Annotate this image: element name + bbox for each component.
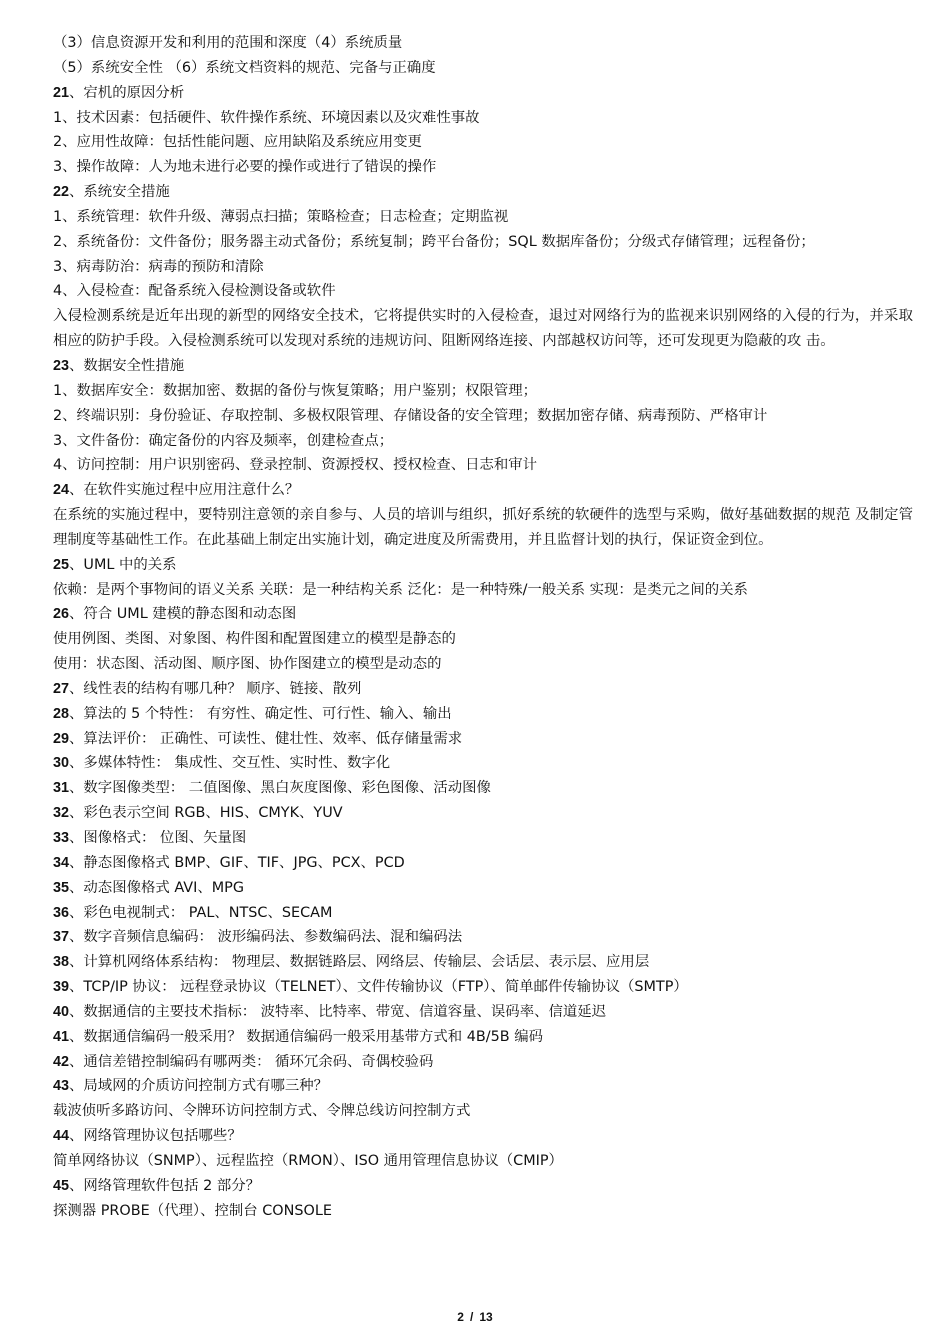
section-heading (53, 677, 913, 702)
section-heading (53, 950, 913, 975)
section-heading (53, 354, 913, 379)
section-number: 35 (53, 879, 70, 896)
line-text: 、数字音频信息编码： 波形编码法、参数编码法、混和编码法 (69, 929, 463, 946)
text-line (53, 255, 913, 280)
section-heading (53, 1074, 913, 1099)
line-text: 、系统安全措施 (69, 184, 170, 201)
line-text: 3、病毒防治：病毒的预防和清除 (53, 258, 264, 275)
line-text: 探测器 PROBE（代理）、控制台 CONSOLE (53, 1202, 332, 1219)
section-heading (53, 1124, 913, 1149)
line-text: 、线性表的结构有哪几种？ 顺序、链接、散列 (69, 680, 362, 697)
page-separator: / (469, 1310, 474, 1324)
text-line (53, 429, 913, 454)
section-number: 21 (53, 84, 70, 101)
section-number: 27 (53, 680, 70, 697)
text-line (53, 230, 913, 255)
section-number: 24 (53, 482, 70, 499)
section-number: 45 (53, 1177, 70, 1194)
line-text: 使用例图、类图、对象图、构件图和配置图建立的模型是静态的 (53, 631, 456, 648)
section-number: 41 (53, 1028, 70, 1045)
section-number: 29 (53, 730, 70, 747)
line-text: 、UML 中的关系 (69, 556, 177, 573)
line-text: 、彩色电视制式： PAL、NTSC、SECAM (69, 904, 333, 921)
section-heading (53, 776, 913, 801)
line-text: 、静态图像格式 BMP、GIF、TIF、JPG、PCX、PCD (69, 854, 405, 871)
line-text: 3、操作故障：人为地未进行必要的操作或进行了错误的操作 (53, 159, 437, 176)
section-heading (53, 1050, 913, 1075)
line-text: 、算法的 5 个特性： 有穷性、确定性、可行性、输入、输出 (69, 705, 452, 722)
line-text: 、局域网的介质访问控制方式有哪三种？ (69, 1078, 329, 1095)
line-text: 、宕机的原因分析 (69, 84, 185, 101)
text-line (53, 31, 913, 56)
line-text: 、计算机网络体系结构： 物理层、数据链路层、网络层、传输层、会话层、表示层、应用层 (69, 954, 650, 971)
line-text: 3、文件备份：确定备份的内容及频率，创建检查点； (53, 432, 394, 449)
section-heading (53, 876, 913, 901)
line-text: 、符合 UML 建模的静态图和动态图 (69, 606, 297, 623)
line-text: 载波侦听多路访问、令牌环访问控制方式、令牌总线访问控制方式 (53, 1103, 471, 1120)
text-line (53, 1149, 913, 1174)
section-number: 28 (53, 705, 70, 722)
page-current: 2 (457, 1310, 464, 1324)
text-line (53, 627, 913, 652)
section-number: 34 (53, 854, 70, 871)
line-text: 2、终端识别：身份验证、存取控制、多极权限管理、存储设备的安全管理；数据加密存储、病毒预防、严格审计 (53, 407, 768, 424)
section-number: 37 (53, 929, 70, 946)
section-heading (53, 478, 913, 503)
line-text: 、数据通信的主要技术指标： 波特率、比特率、带宽、信道容量、误码率、信道延迟 (69, 1003, 607, 1020)
paragraph: 入侵检测系统是近年出现的新型的网络安全技术，它将提供实时的入侵检查，退过对网络行为的监视来识别网络的入侵的行为，并采取相应的防护手段。入侵检测系统可以发现对系统的违规访问、阻断网络连接、内部越权访问等，还可发现更为隐蔽的攻 击。 (53, 308, 913, 350)
section-heading (53, 1025, 913, 1050)
line-text: 、数字图像类型： 二值图像、黑白灰度图像、彩色图像、活动图像 (69, 780, 491, 797)
line-text: 、动态图像格式 AVI、MPG (69, 879, 244, 896)
section-heading (53, 1000, 913, 1025)
text-line (53, 1099, 913, 1124)
section-number: 25 (53, 556, 70, 573)
text-line (53, 279, 913, 304)
page-total: 13 (479, 1310, 493, 1324)
line-text: 、在软件实施过程中应用注意什么？ (69, 482, 300, 499)
line-text: 、数据通信编码一般采用？ 数据通信编码一般采用基带方式和 4B/5B 编码 (69, 1028, 543, 1045)
section-heading (53, 925, 913, 950)
section-number: 36 (53, 904, 70, 921)
section-number: 40 (53, 1003, 70, 1020)
section-heading (53, 751, 913, 776)
paragraph: 在系统的实施过程中，要特别注意领的亲自参与、人员的培训与组织，抓好系统的软硬件的选型与采购，做好基础数据的规范 及制定管理制度等基础性工作。在此基础上制定出实施计划，确定进度及所需费用，并且监督计划的执行，保证资金到位。 (53, 507, 913, 548)
section-heading (53, 851, 913, 876)
section-number: 42 (53, 1053, 70, 1070)
line-text: 、网络管理软件包括 2 部分？ (69, 1177, 261, 1194)
section-heading (53, 602, 913, 627)
section-heading (53, 801, 913, 826)
section-heading (53, 180, 913, 205)
text-line (53, 1199, 913, 1224)
section-number: 22 (53, 184, 70, 201)
section-number: 32 (53, 805, 70, 822)
text-line (53, 155, 913, 180)
text-line (53, 379, 913, 404)
line-text: 1、数据库安全：数据加密、数据的备份与恢复策略；用户鉴别；权限管理； (53, 382, 538, 399)
section-number: 30 (53, 755, 70, 772)
line-text: （3）信息资源开发和利用的范围和深度（4）系统质量 (53, 35, 403, 51)
document-body (53, 31, 913, 1224)
line-text: 使用：状态图、活动图、顺序图、协作图建立的模型是动态的 (53, 656, 442, 673)
text-line (53, 453, 913, 478)
section-number: 23 (53, 357, 70, 374)
section-number: 39 (53, 979, 70, 996)
line-text: 依赖：是两个事物间的语义关系 关联：是一种结构关系 泛化：是一种特殊/一般关系 实现：是类元之间的关系 (53, 581, 748, 598)
line-text: 1、技术因素：包括硬件、软件操作系统、环境因素以及灾难性事故 (53, 109, 480, 126)
section-number: 26 (53, 606, 70, 623)
line-text: 2、应用性故障：包括性能问题、应用缺陷及系统应用变更 (53, 134, 422, 151)
section-heading (53, 553, 913, 578)
section-number: 43 (53, 1078, 70, 1095)
text-line (53, 578, 913, 603)
section-number: 33 (53, 830, 70, 846)
line-text: 、多媒体特性： 集成性、交互性、实时性、数字化 (69, 755, 391, 772)
line-text: 、彩色表示空间 RGB、HIS、CMYK、YUV (69, 805, 343, 822)
text-line (53, 652, 913, 677)
line-text: 简单网络协议（SNMP）、远程监控（RMON）、ISO 通用管理信息协议（CMIP） (53, 1152, 563, 1169)
section-number: 31 (53, 780, 70, 797)
section-heading (53, 901, 913, 926)
text-line (53, 56, 913, 81)
line-text: 2、系统备份：文件备份；服务器主动式备份；系统复制；跨平台备份；SQL 数据库备份；分级式存储管理；远程备份； (53, 233, 815, 250)
line-text: 、数据安全性措施 (69, 357, 185, 374)
line-text: 1、系统管理：软件升级、薄弱点扫描；策略检查；日志检查；定期监视 (53, 208, 509, 225)
line-text: （5）系统安全性 （6）系统文档资料的规范、完备与正确度 (53, 59, 436, 76)
page-number (0, 1310, 950, 1324)
text-line (53, 205, 913, 230)
section-heading (53, 826, 913, 851)
text-line (53, 130, 913, 155)
section-number: 38 (53, 954, 70, 971)
section-heading (53, 1174, 913, 1199)
line-text: 、通信差错控制编码有哪两类： 循环冗余码、奇偶校验码 (69, 1053, 434, 1070)
line-text: 4、访问控制：用户识别密码、登录控制、资源授权、授权检查、日志和审计 (53, 457, 538, 474)
section-number: 44 (53, 1128, 70, 1145)
line-text: 、图像格式： 位图、矢量图 (69, 830, 247, 846)
text-line (53, 404, 913, 429)
section-heading (53, 727, 913, 752)
line-text: 、算法评价： 正确性、可读性、健壮性、效率、低存储量需求 (69, 730, 463, 747)
line-text: 4、入侵检查：配备系统入侵检测设备或软件 (53, 283, 336, 300)
section-heading (53, 81, 913, 106)
text-line (53, 106, 913, 131)
section-heading (53, 702, 913, 727)
line-text: 、网络管理协议包括哪些？ (69, 1128, 242, 1145)
section-heading (53, 975, 913, 1000)
line-text: 、TCP/IP 协议： 远程登录协议（TELNET）、文件传输协议（FTP）、简单邮件传输协议（SMTP） (69, 979, 688, 996)
